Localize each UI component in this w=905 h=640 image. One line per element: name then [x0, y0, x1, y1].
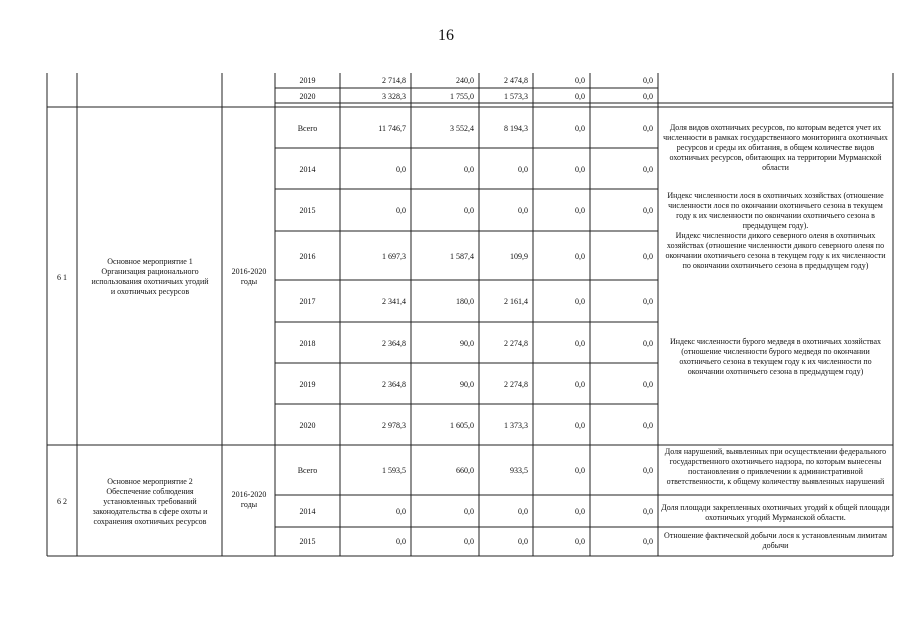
indicator-text: Индекс численности дикого северного оленя в охотничьих хозяйствах (отношение численности дикого северного оленя по окончании охотничьего сезона в текущем году к их численности по окончании охотничьего сезона в предыдущем году): [665, 231, 886, 270]
measure-name: Основное мероприятие 1 Организация рационального использования охотничьих угодий и охотничьих ресурсов: [91, 257, 209, 296]
value-cell: 0,0: [575, 297, 585, 306]
total-cell: 0,0: [396, 507, 406, 516]
value-cell: 0,0: [575, 380, 585, 389]
indicator-text: Доля видов охотничьих ресурсов, по которым ведется учет их численности в рамках государственного мониторинга охотничьих ресурсов и среды их обитания, в общем количестве видов охотничьих ресурсов, обитающих на территории Мурманской области: [663, 123, 888, 172]
indicator-text: Индекс численности бурого медведя в охотничьих хозяйствах (отношение численности бурого медведя по окончании охотничьего сезона в текущем году к их численности по окончании охотничьего сезона в предыдущем году): [669, 337, 882, 376]
value-cell: 0,0: [643, 76, 653, 85]
value-cell: 0,0: [643, 252, 653, 261]
measure-name: Основное мероприятие 2 Обеспечение соблюдения установленных требований законодательства в сфере охоты и сохранения охотничьих ресурсов: [92, 477, 208, 526]
value-cell: 0,0: [643, 507, 653, 516]
value-cell: 0,0: [643, 165, 653, 174]
value-cell: 0,0: [464, 507, 474, 516]
value-cell: 0,0: [575, 339, 585, 348]
year-cell: 2019: [299, 76, 316, 85]
value-cell: 0,0: [643, 339, 653, 348]
value-cell: 0,0: [575, 165, 585, 174]
value-cell: 0,0: [575, 76, 585, 85]
value-cell: 0,0: [575, 466, 585, 475]
section-number: 6 1: [57, 273, 67, 282]
year-cell: 2016: [299, 252, 316, 261]
total-cell: 2 978,3: [382, 421, 406, 430]
indicator-text: Доля нарушений, выявленных при осуществлении федерального государственного охотничьего надзора, по которым вынесены постановления о привлечении к административной ответственности, к общему количеству выявленных нарушений: [664, 447, 887, 486]
year-cell: 2017: [299, 297, 316, 306]
value-cell: 109,9: [510, 252, 528, 261]
value-cell: 2 274,8: [504, 380, 528, 389]
value-cell: 1 587,4: [450, 252, 474, 261]
value-cell: 0,0: [575, 421, 585, 430]
total-cell: 2 714,8: [382, 76, 406, 85]
value-cell: 3 552,4: [450, 124, 474, 133]
year-cell: 2014: [299, 165, 316, 174]
year-cell: 2019: [299, 380, 316, 389]
indicator-text: Отношение фактической добычи лося к установленным лимитам добычи: [664, 531, 887, 550]
period-cell: 2016-2020 годы: [231, 267, 267, 286]
value-cell: 0,0: [643, 537, 653, 546]
page-number: 16: [438, 27, 454, 44]
total-cell: 1 593,5: [382, 466, 406, 475]
value-cell: 90,0: [460, 339, 474, 348]
value-cell: 8 194,3: [504, 124, 528, 133]
value-cell: 0,0: [518, 507, 528, 516]
total-cell: 2 364,8: [382, 380, 406, 389]
value-cell: 0,0: [464, 206, 474, 215]
total-cell: 2 364,8: [382, 339, 406, 348]
total-cell: 3 328,3: [382, 92, 406, 101]
value-cell: 0,0: [575, 537, 585, 546]
value-cell: 240,0: [456, 76, 474, 85]
value-cell: 0,0: [643, 124, 653, 133]
year-cell: 2015: [299, 206, 316, 215]
value-cell: 0,0: [575, 92, 585, 101]
value-cell: 180,0: [456, 297, 474, 306]
value-cell: 0,0: [575, 252, 585, 261]
total-cell: 11 746,7: [378, 124, 406, 133]
value-cell: 1 573,3: [504, 92, 528, 101]
value-cell: 1 755,0: [450, 92, 474, 101]
value-cell: 0,0: [575, 206, 585, 215]
value-cell: 2 274,8: [504, 339, 528, 348]
total-cell: 1 697,3: [382, 252, 406, 261]
value-cell: 0,0: [464, 537, 474, 546]
value-cell: 0,0: [518, 206, 528, 215]
year-cell: Всего: [297, 124, 318, 133]
value-cell: 0,0: [643, 466, 653, 475]
year-cell: 2020: [299, 92, 316, 101]
year-cell: Всего: [297, 466, 318, 475]
year-cell: 2014: [299, 507, 316, 516]
value-cell: 90,0: [460, 380, 474, 389]
value-cell: 0,0: [643, 206, 653, 215]
value-cell: 0,0: [643, 92, 653, 101]
value-cell: 0,0: [575, 124, 585, 133]
section-number: 6 2: [57, 497, 67, 506]
value-cell: 1 605,0: [450, 421, 474, 430]
value-cell: 660,0: [456, 466, 474, 475]
value-cell: 0,0: [643, 421, 653, 430]
value-cell: 2 161,4: [504, 297, 528, 306]
value-cell: 0,0: [643, 380, 653, 389]
total-cell: 0,0: [396, 537, 406, 546]
value-cell: 0,0: [518, 537, 528, 546]
value-cell: 933,5: [510, 466, 528, 475]
value-cell: 0,0: [575, 507, 585, 516]
indicator-text: Доля площади закрепленных охотничьих угодий к общей площади охотничьих угодий Мурманской области.: [661, 503, 890, 522]
year-cell: 2020: [299, 421, 316, 430]
total-cell: 0,0: [396, 165, 406, 174]
period-cell: 2016-2020 годы: [231, 490, 267, 509]
total-cell: 2 341,4: [382, 297, 406, 306]
year-cell: 2018: [299, 339, 316, 348]
value-cell: 0,0: [518, 165, 528, 174]
indicator-text: Индекс численности лося в охотничьих хозяйствах (отношение численности лося по окончании охотничьего сезона в текущем году к их численности по окончании охотничьего сезона в предыдущем году).: [667, 191, 884, 230]
value-cell: 0,0: [643, 297, 653, 306]
value-cell: 0,0: [464, 165, 474, 174]
value-cell: 2 474,8: [504, 76, 528, 85]
value-cell: 1 373,3: [504, 421, 528, 430]
year-cell: 2015: [299, 537, 316, 546]
total-cell: 0,0: [396, 206, 406, 215]
